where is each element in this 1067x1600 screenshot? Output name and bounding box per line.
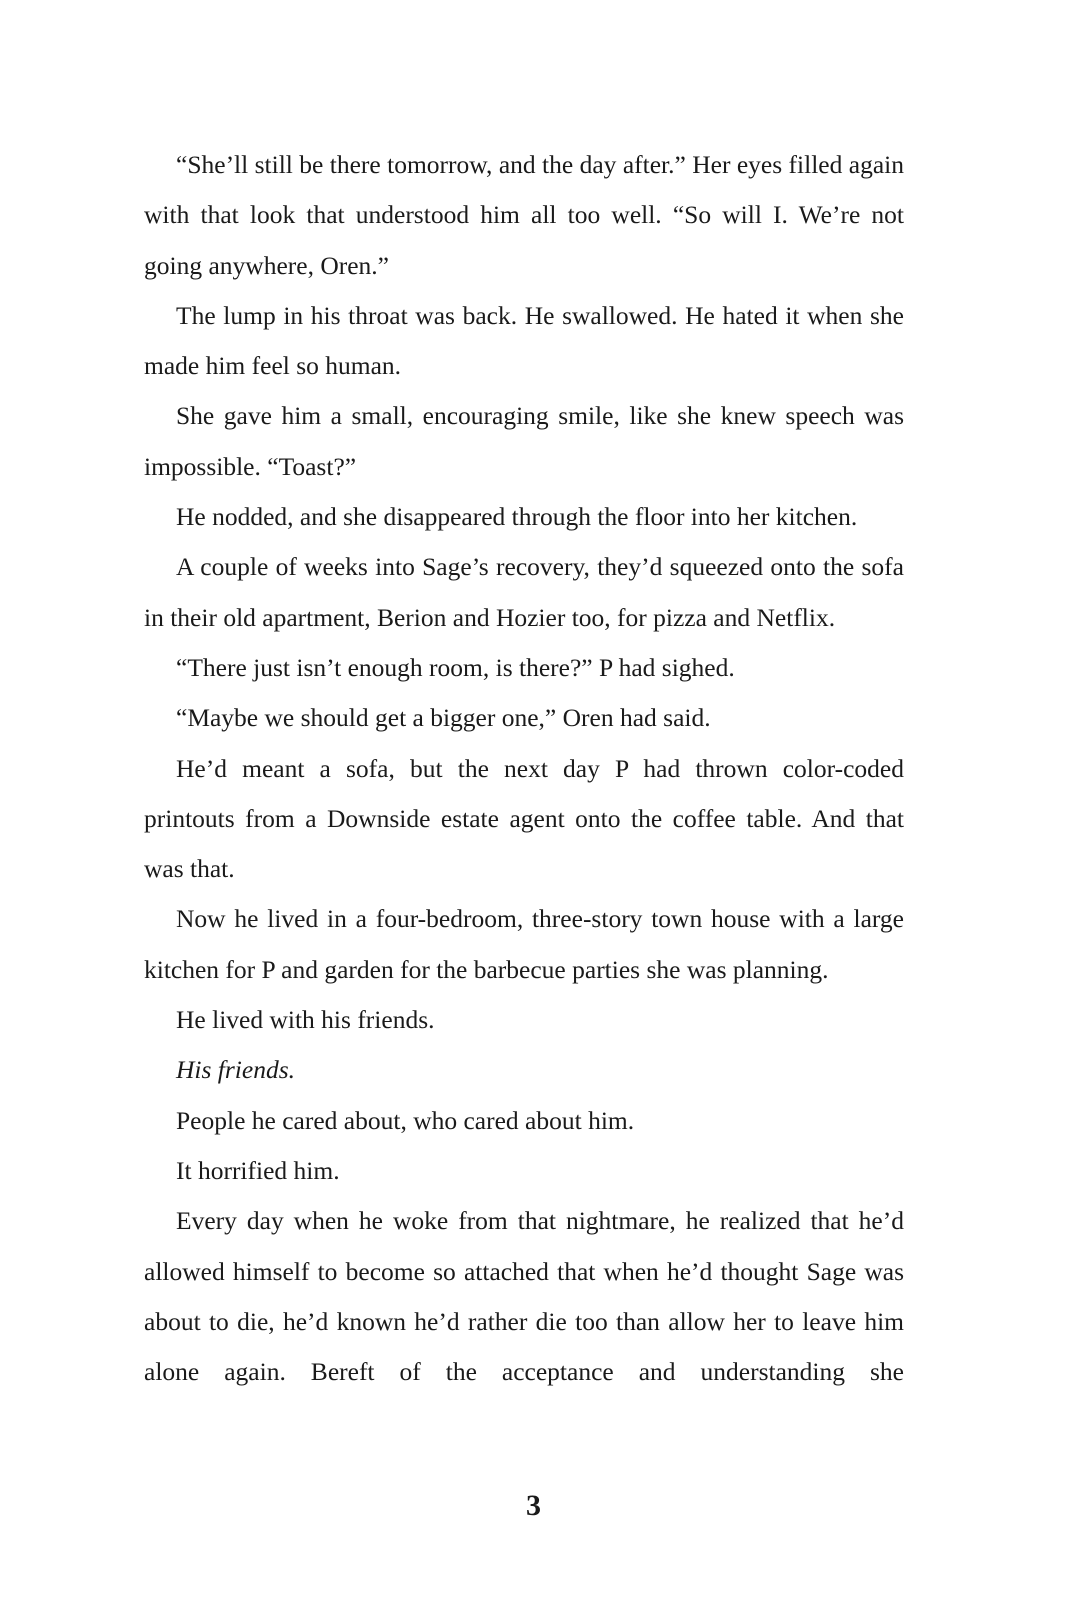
paragraph: He nodded, and she disappeared through the floor into her kitchen. — [176, 502, 858, 532]
paragraph: The lump in his throat was back. He swallowed. He hated it when she made him feel so human. — [144, 300, 904, 381]
paragraph: A couple of weeks into Sage’s recovery, they’d squeezed onto the sofa in their old apartment, Berion and Hozier too, for pizza and Netflix. — [144, 552, 904, 632]
paragraph: Every day when he woke from that nightmare, he realized that he’d allowed himself to become so attached that when he’d thought Sage was about to die, he’d known he’d rather die too than allow her to leave him alone again. Bereft of the acceptance and understanding she — [144, 1206, 904, 1387]
paragraph: “Maybe we should get a bigger one,” Oren had said. — [176, 703, 711, 733]
paragraph: “She’ll still be there tomorrow, and the day after.” Her eyes filled again with that look that understood him all too well. “So will I. We’re not going anywhere, Oren.” — [144, 150, 904, 280]
page-number: 3 — [526, 1489, 541, 1522]
paragraph: She gave him a small, encouraging smile, like she knew speech was impossible. “Toast?” — [144, 401, 904, 481]
paragraph: It horrified him. — [176, 1155, 340, 1185]
body-text — [144, 140, 904, 1397]
paragraph: Now he lived in a four-bedroom, three-story town house with a large kitchen for P and garden for the barbecue parties she was planning. — [144, 904, 904, 984]
paragraph: People he cared about, who cared about him. — [176, 1105, 635, 1135]
paragraph: He lived with his friends. — [176, 1005, 435, 1035]
paragraph: He’d meant a sofa, but the next day P had thrown color-coded printouts from a Downside estate agent onto the coffee table. And that was that. — [144, 753, 904, 884]
paragraph-italic: His friends. — [176, 1055, 296, 1085]
paragraph: “There just isn’t enough room, is there?” P had sighed. — [176, 652, 735, 682]
